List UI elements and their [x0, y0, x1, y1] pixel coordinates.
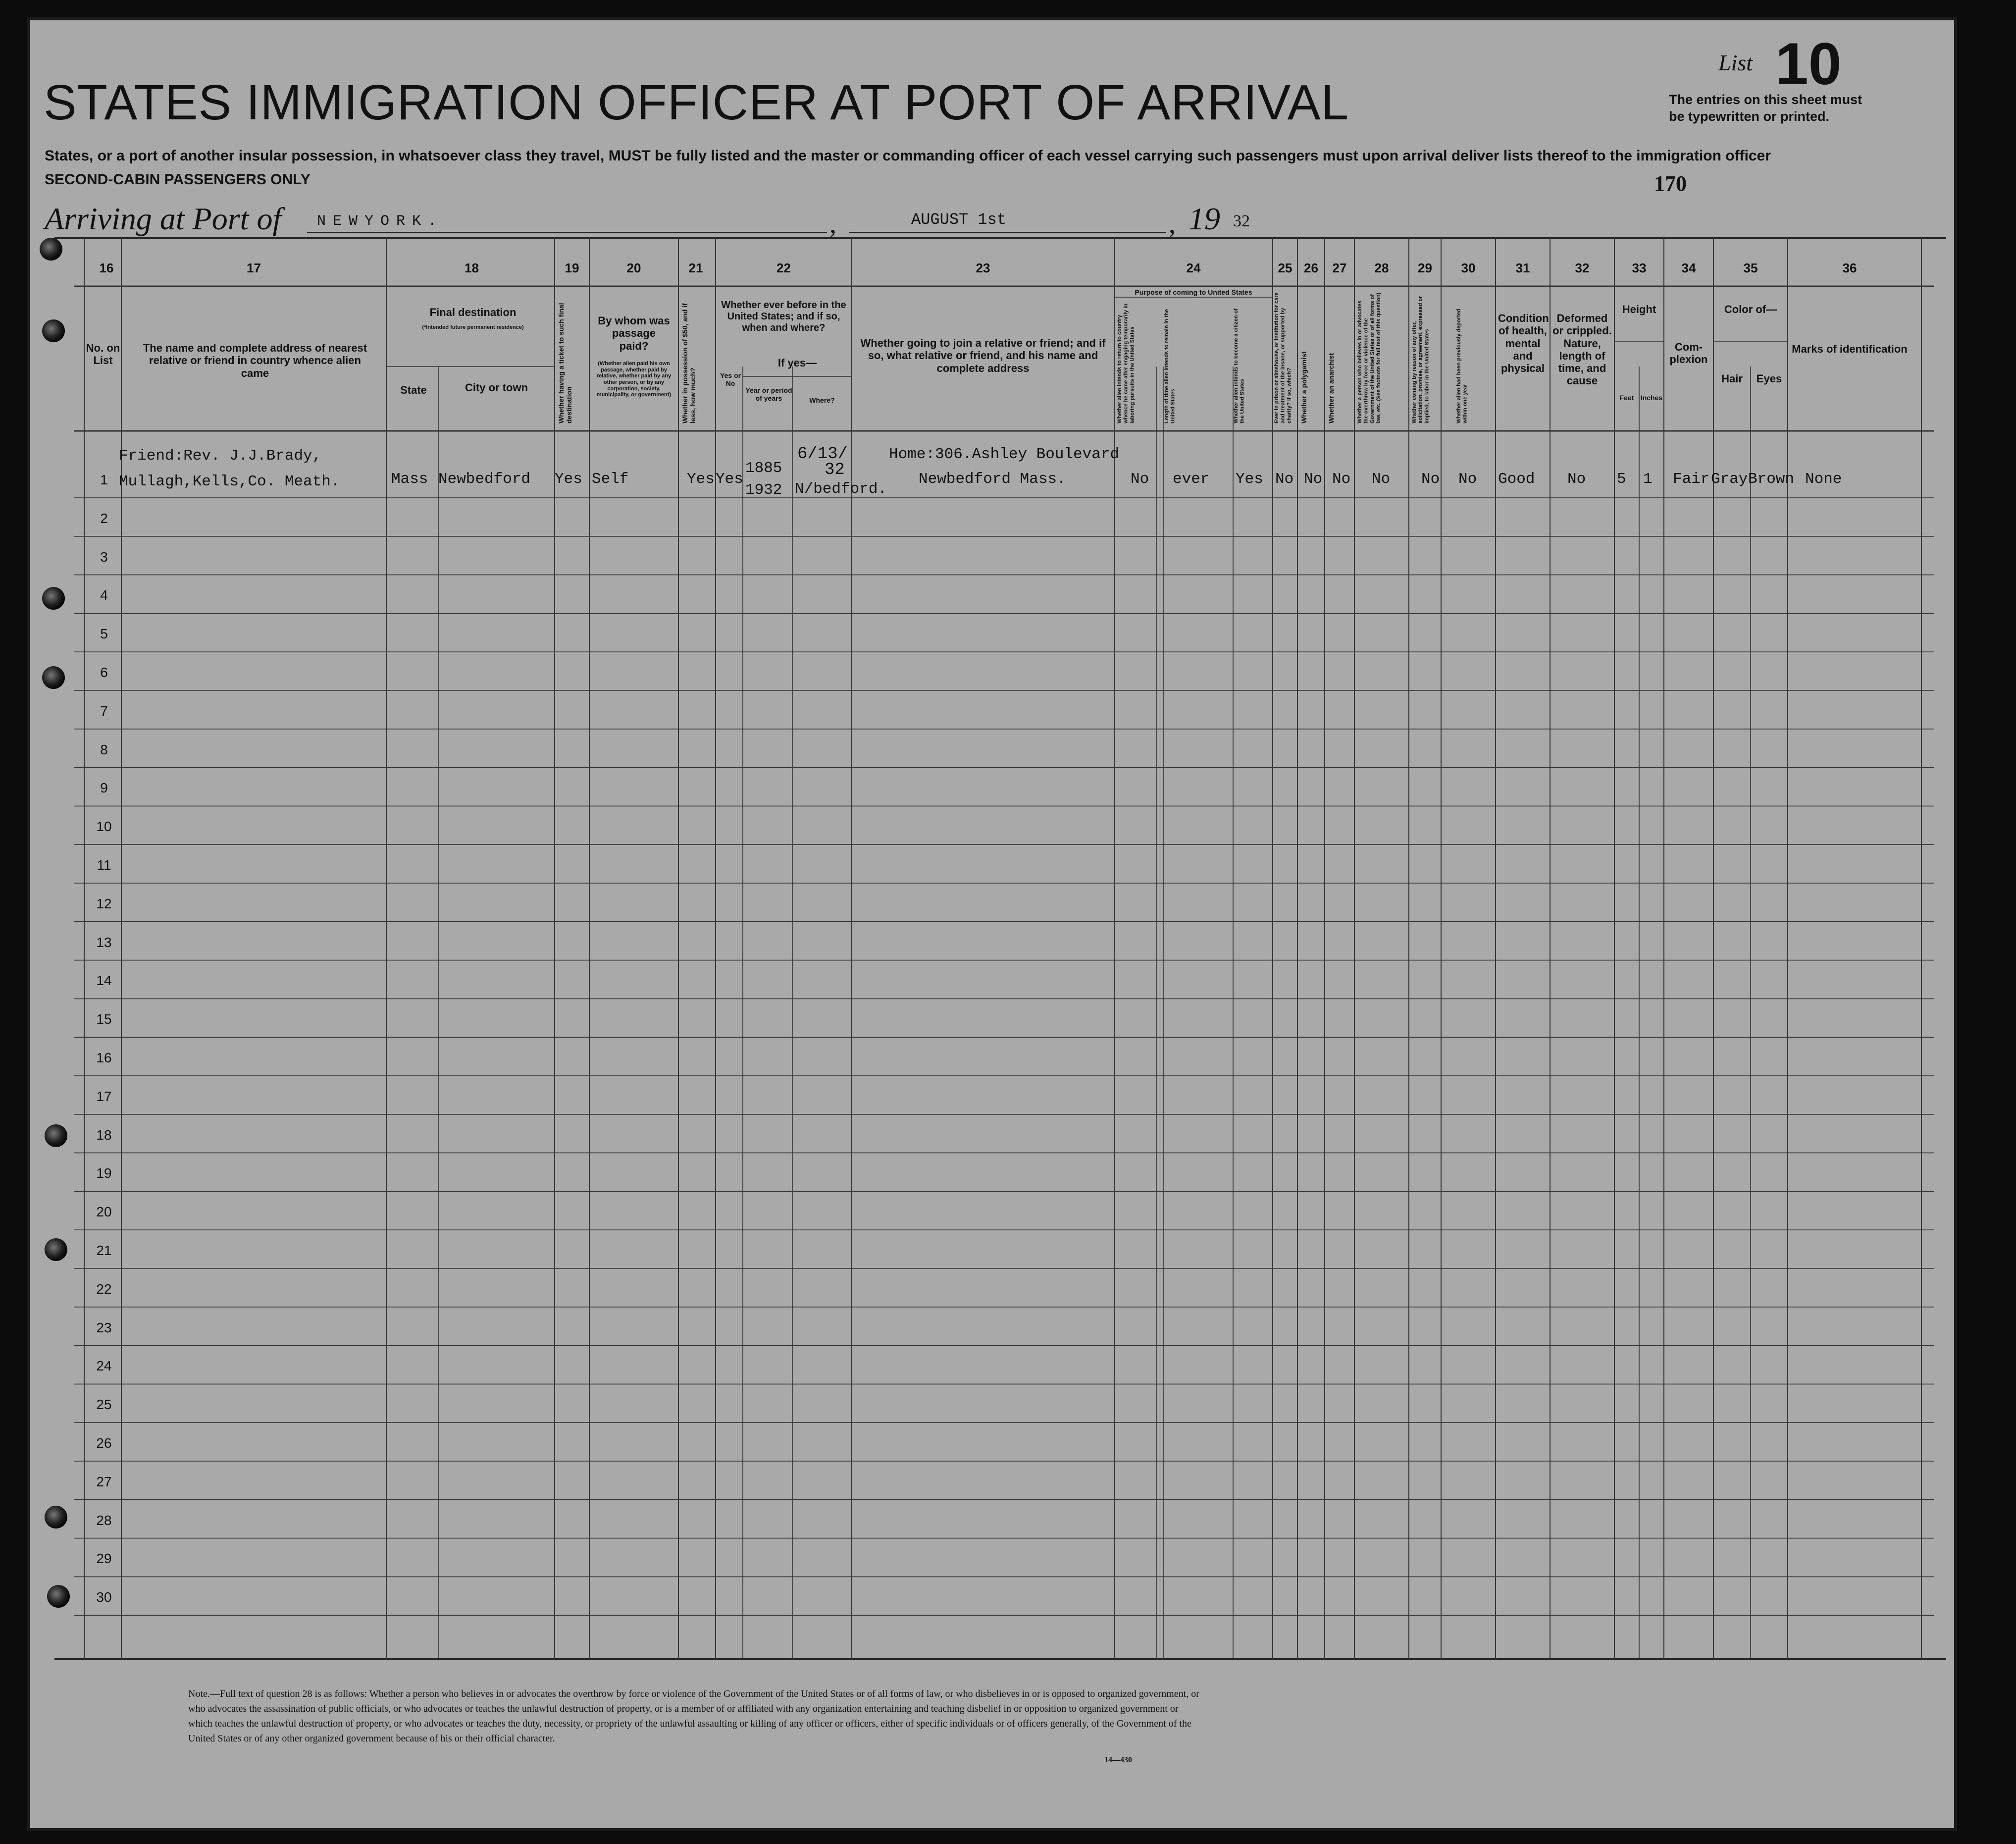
col-18-state: State	[400, 384, 427, 396]
col-22-ifyes: If yes—	[777, 357, 817, 369]
col-17-number: 17	[247, 261, 261, 275]
row-number: 24	[96, 1358, 112, 1374]
col-22-number: 22	[776, 261, 791, 275]
ticket-value: Yes	[555, 471, 582, 488]
port-value: NEWYORK.	[317, 213, 444, 230]
row-number: 21	[96, 1243, 112, 1258]
row-number: 6	[100, 665, 108, 680]
col-33-number: 33	[1632, 261, 1647, 275]
row-number: 12	[96, 896, 112, 911]
list-note-line1: The entries on this sheet must	[1669, 92, 1862, 107]
prison-value: No	[1275, 471, 1294, 488]
row-number: 13	[96, 934, 112, 950]
col-27-header: Whether an anarchist	[1327, 353, 1335, 423]
col-26-header: Whether a polygamist	[1300, 351, 1308, 423]
col-25-header: Ever in prison or almshouse, or institution for care and treatment of the insane, or supported by charity? If so, which?	[1274, 292, 1292, 423]
col-35-hair: Hair	[1721, 372, 1743, 385]
row-number: 7	[100, 703, 108, 719]
row-number: 9	[100, 780, 108, 796]
marks-value: None	[1805, 471, 1842, 488]
col-17-header: The name and complete address of nearest relative or friend in country whence alien came	[143, 342, 367, 379]
col-31-header: Condition of health, mental and physical	[1498, 312, 1549, 375]
col-20-header: By whom was passage paid?	[598, 315, 670, 352]
form-code: 14—430	[1104, 1756, 1132, 1764]
row-number: 30	[96, 1589, 112, 1605]
col-24-return: Whether alien intends to return to country whence he came after engaging temporarily in laboring pursuits in the United States	[1117, 303, 1136, 423]
deported-value: No	[1458, 471, 1477, 488]
citizen-value: Yes	[1236, 471, 1263, 488]
money-value: Yes	[687, 471, 715, 488]
arrival-date: AUGUST 1st	[911, 211, 1007, 229]
passage-value: Self	[592, 471, 629, 488]
col-32-number: 32	[1575, 261, 1590, 275]
return-temp: No	[1131, 471, 1149, 488]
list-note-line2: be typewritten or printed.	[1669, 108, 1830, 124]
col-28-header: Whether a person who believes in or advocates the overthrow by force or violence of the Government of the United States or of all forms of law, etc. (See footnote for full text of this question)	[1357, 292, 1382, 423]
row-number: 20	[96, 1204, 112, 1220]
row-number: 29	[96, 1551, 112, 1567]
col-23-number: 23	[976, 261, 990, 275]
col-34-number: 34	[1681, 261, 1696, 275]
col-22-yesno: Yes or No	[720, 371, 741, 388]
col-24-number: 24	[1186, 261, 1201, 275]
col-33-feet: Feet	[1619, 394, 1634, 402]
row-number: 23	[96, 1319, 112, 1335]
row-number: 17	[96, 1088, 112, 1104]
relative-line1: Friend:Rev. J.J.Brady,	[119, 447, 322, 465]
row-number: 2	[100, 510, 108, 526]
binder-hole	[42, 587, 65, 610]
row-number: 10	[96, 819, 112, 835]
stamp-number: 170	[1654, 171, 1687, 196]
before-yesno: Yes	[716, 471, 743, 488]
year-bottom: 1932	[745, 481, 782, 499]
col-36-number: 36	[1842, 261, 1857, 275]
col-29-header: Whether coming by reason of any offer, solicitation, promise, or agreement, expressed or implied, to labor in the United States	[1411, 296, 1430, 423]
col-34-header: Com-plexion	[1669, 341, 1708, 366]
row-number: 19	[96, 1165, 112, 1181]
row-number: 8	[100, 741, 108, 757]
col-23-header: Whether going to join a relative or friend; and if so, what relative or friend, and his name and complete address	[860, 337, 1106, 374]
complexion-value: Fair	[1673, 471, 1710, 488]
dest-city: Newbedford	[438, 471, 531, 488]
col-21-number: 21	[688, 261, 703, 275]
row-number: 1	[100, 472, 108, 487]
hair-value: Gray	[1711, 471, 1748, 488]
height-inches: 1	[1643, 471, 1653, 488]
col-25-number: 25	[1278, 261, 1292, 275]
comma: ,	[829, 209, 836, 239]
col-24-header: Purpose of coming to United States	[1135, 288, 1252, 296]
col-20-number: 20	[626, 261, 641, 275]
deformed-value: No	[1567, 471, 1586, 488]
footnote: Note.—Full text of question 28 is as follows: Whether a person who believes in or advocates the overthrow by force or violence of the Government of the United States or of all forms of law, or who disbelieves in or is opposed to organized government, or who advocates the assassination of public officials, or who advocates or teaches the unlawful destruction of property, or is a member of or affiliated with any organization entertaining and teaching disbelief in or opposition to organized government or which teaches the unlawful destruction of property, or who advocates or teaches the duty, necessity, or propriety of the unlawful assaulting or killing of any officer or officers, either of specific individuals or of officers generally, of the Government of the United States or of any other organized government because of his or their official character.	[188, 1688, 1199, 1744]
comma-2: ,	[1169, 209, 1176, 239]
col-33-header: Height	[1622, 303, 1656, 316]
row-number: 5	[100, 626, 108, 642]
col-31-number: 31	[1515, 261, 1530, 275]
page-title: STATES IMMIGRATION OFFICER AT PORT OF ARRIVAL	[44, 75, 1349, 130]
eyes-value: Brown	[1748, 471, 1795, 488]
col-20-note: (Whether alien paid his own passage, whether paid by relative, whether paid by any other person, or by any corporation, society, municipality, or government)	[596, 361, 672, 398]
col-24-citizen: Whether alien intends to become a citizen of the United States	[1233, 308, 1245, 423]
row-number: 26	[96, 1435, 112, 1451]
col-35-number: 35	[1743, 261, 1758, 275]
instructions-line: States, or a port of another insular possession, in whatsoever class they travel, MUST be fully listed and the master or commanding officer of each vessel carrying such passengers must upon arrival deliver lists thereof to the immigration officer	[45, 148, 1771, 164]
col-18-header: Final destination	[429, 306, 517, 318]
year-value: 32	[1233, 212, 1250, 230]
col-30-number: 30	[1461, 261, 1476, 275]
list-label: List	[1718, 50, 1753, 75]
col-18-number: 18	[465, 261, 479, 275]
health-value: Good	[1498, 471, 1535, 488]
row-number: 15	[96, 1011, 112, 1027]
col-18-note: (*Intended future permanent residence)	[422, 324, 524, 330]
row-number: 18	[96, 1127, 112, 1143]
binder-hole	[42, 666, 65, 689]
col-18-city: City or town	[465, 381, 528, 394]
year-top: 1885	[745, 460, 782, 477]
col-27-number: 27	[1332, 261, 1347, 275]
col-32-header: Deformed or crippled. Nature, length of time, and cause	[1552, 312, 1612, 387]
overthrow-value: No	[1372, 471, 1391, 488]
col-35-header: Color of—	[1724, 303, 1777, 316]
col-36-header: Marks of identification	[1792, 343, 1908, 355]
row-number: 25	[96, 1397, 112, 1413]
col-30-header: Whether alien had been previously deported within one year	[1456, 309, 1468, 423]
col-22-year: Year or period of years	[745, 386, 792, 403]
col-29-number: 29	[1418, 261, 1432, 275]
height-feet: 5	[1617, 471, 1626, 488]
row-number: 4	[100, 587, 108, 603]
binder-hole	[42, 319, 65, 342]
col-16-number: 16	[99, 261, 114, 275]
year-label: 19	[1189, 201, 1220, 236]
col-19-header: Whether having a ticket to such final destination	[557, 303, 573, 423]
dest-state: Mass	[391, 471, 428, 488]
col-16-header: No. on List	[86, 342, 120, 367]
binder-hole	[40, 238, 62, 261]
where-bottom: N/bedford.	[795, 480, 887, 498]
row-number: 22	[96, 1281, 112, 1297]
anarchist-value: No	[1332, 471, 1351, 488]
row-number: 28	[96, 1512, 112, 1528]
relative-line2: Mullagh,Kells,Co. Meath.	[119, 473, 340, 490]
length-stay: ever	[1173, 471, 1210, 488]
join-line2: Newbedford Mass.	[919, 471, 1066, 488]
col-19-number: 19	[565, 261, 579, 275]
row-number: 27	[96, 1474, 112, 1489]
binder-hole	[45, 1124, 67, 1147]
row-number: 16	[96, 1050, 112, 1065]
col-28-number: 28	[1374, 261, 1389, 275]
row-number: 11	[97, 857, 111, 873]
port-label: Arriving at Port of	[45, 201, 282, 236]
binder-hole	[45, 1238, 67, 1261]
col-21-header: Whether in possession of $50, and if less, how much?	[681, 303, 697, 423]
row-number: 14	[96, 973, 112, 989]
binder-hole	[47, 1585, 70, 1608]
col-33-inches: Inches	[1640, 394, 1663, 402]
where-mid: 32	[825, 461, 845, 479]
polygamist-value: No	[1304, 471, 1323, 488]
col-22-where: Where?	[809, 396, 835, 404]
col-22-header: Whether ever before in the United States; and if so, when and where?	[721, 300, 846, 333]
row-number: 3	[100, 549, 108, 565]
col-26-number: 26	[1304, 261, 1318, 275]
col-35-eyes: Eyes	[1756, 372, 1782, 385]
join-line1: Home:306.Ashley Boulevard	[889, 446, 1120, 463]
list-number: 10	[1775, 31, 1842, 97]
binder-hole	[45, 1506, 67, 1528]
where-top: 6/13/	[797, 445, 848, 464]
col-24-length: Length of time alien intends to remain in the United States	[1164, 309, 1176, 423]
passenger-class: SECOND-CABIN PASSENGERS ONLY	[45, 171, 310, 188]
labor-offer-value: No	[1421, 471, 1440, 488]
